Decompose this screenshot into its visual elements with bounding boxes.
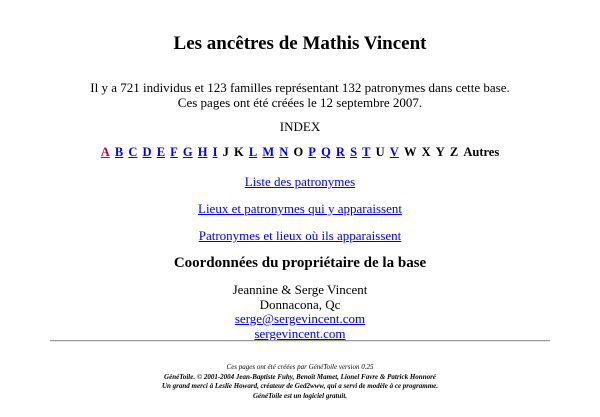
- footer-generator-line: Ces pages ont été créées par GénéToile version 0.25: [226, 363, 374, 371]
- index-letter-m[interactable]: M: [262, 145, 275, 159]
- surnames-link-row: [0, 174, 600, 189]
- index-letter-h[interactable]: H: [197, 145, 208, 159]
- index-letter-autres: Autres: [463, 145, 500, 159]
- index-letter-j: J: [222, 145, 229, 159]
- index-letter-f[interactable]: F: [170, 145, 178, 159]
- index-letter-z: Z: [449, 145, 459, 159]
- owner-contact: [0, 283, 600, 341]
- surnames-places-link-row: [0, 228, 600, 243]
- index-letter-s[interactable]: S: [350, 145, 358, 159]
- owner-location: Donnacona, Qc: [259, 296, 341, 312]
- owner-heading: Coordonnées du propriétaire de la base: [173, 255, 427, 271]
- index-letter-i[interactable]: I: [212, 145, 218, 159]
- footer-thanks-line: Un grand merci à Leslie Howard, créateur de Ged2www, qui a servi de modèle à ce programme.: [161, 382, 439, 390]
- intro-text: [0, 80, 600, 110]
- index-letter-c[interactable]: C: [128, 145, 138, 159]
- index-letter-o: O: [293, 145, 304, 159]
- index-heading: INDEX: [279, 119, 321, 134]
- index-letter-v[interactable]: V: [389, 145, 399, 159]
- index-letter-a[interactable]: A: [100, 145, 110, 159]
- surnames-and-places-link[interactable]: Patronymes et lieux où ils apparaissent: [198, 228, 402, 243]
- index-letter-k: K: [234, 145, 244, 159]
- alphabet-index: [0, 145, 600, 160]
- index-letter-l[interactable]: L: [248, 145, 258, 159]
- page-title: Les ancêtres de Mathis Vincent: [173, 33, 427, 54]
- footer-free-software-line: GénéToile est un logiciel gratuit.: [252, 391, 348, 400]
- intro-line-stats: Il y a 721 individus et 123 familles représentant 132 patronymes dans cette base.: [90, 80, 510, 95]
- index-letter-x: X: [421, 145, 431, 159]
- index-letter-d[interactable]: D: [142, 145, 152, 159]
- intro-line-date: Ces pages ont été créées le 12 septembre 2007.: [177, 95, 423, 110]
- places-and-surnames-link[interactable]: Lieux et patronymes qui y apparaissent: [198, 201, 402, 216]
- index-letter-g[interactable]: G: [182, 145, 193, 159]
- index-letter-q[interactable]: Q: [321, 145, 331, 159]
- index-letter-e[interactable]: E: [156, 145, 166, 159]
- places-link-row: [0, 201, 600, 216]
- index-letter-p[interactable]: P: [308, 145, 316, 159]
- index-letter-u: U: [375, 145, 385, 159]
- index-letter-t[interactable]: T: [362, 145, 371, 159]
- surnames-list-link[interactable]: Liste des patronymes: [244, 174, 356, 189]
- index-letter-y: Y: [435, 145, 445, 159]
- owner-name: Jeannine & Serge Vincent: [232, 282, 368, 297]
- index-letter-w: W: [403, 145, 417, 159]
- owner-email-link[interactable]: serge@sergevincent.com: [234, 311, 366, 326]
- index-letter-r[interactable]: R: [335, 145, 345, 159]
- index-letter-b[interactable]: B: [114, 145, 124, 159]
- owner-website-link[interactable]: sergevincent.com: [254, 325, 346, 341]
- index-letter-n[interactable]: N: [279, 145, 289, 159]
- footer: [0, 363, 600, 401]
- horizontal-divider: [50, 340, 550, 342]
- footer-copyright-line: GénéToile. © 2001-2004 Jean-Baptiste Fuhy, Benoît Mamet, Lionel Favre & Patrick Honnoré: [164, 372, 436, 381]
